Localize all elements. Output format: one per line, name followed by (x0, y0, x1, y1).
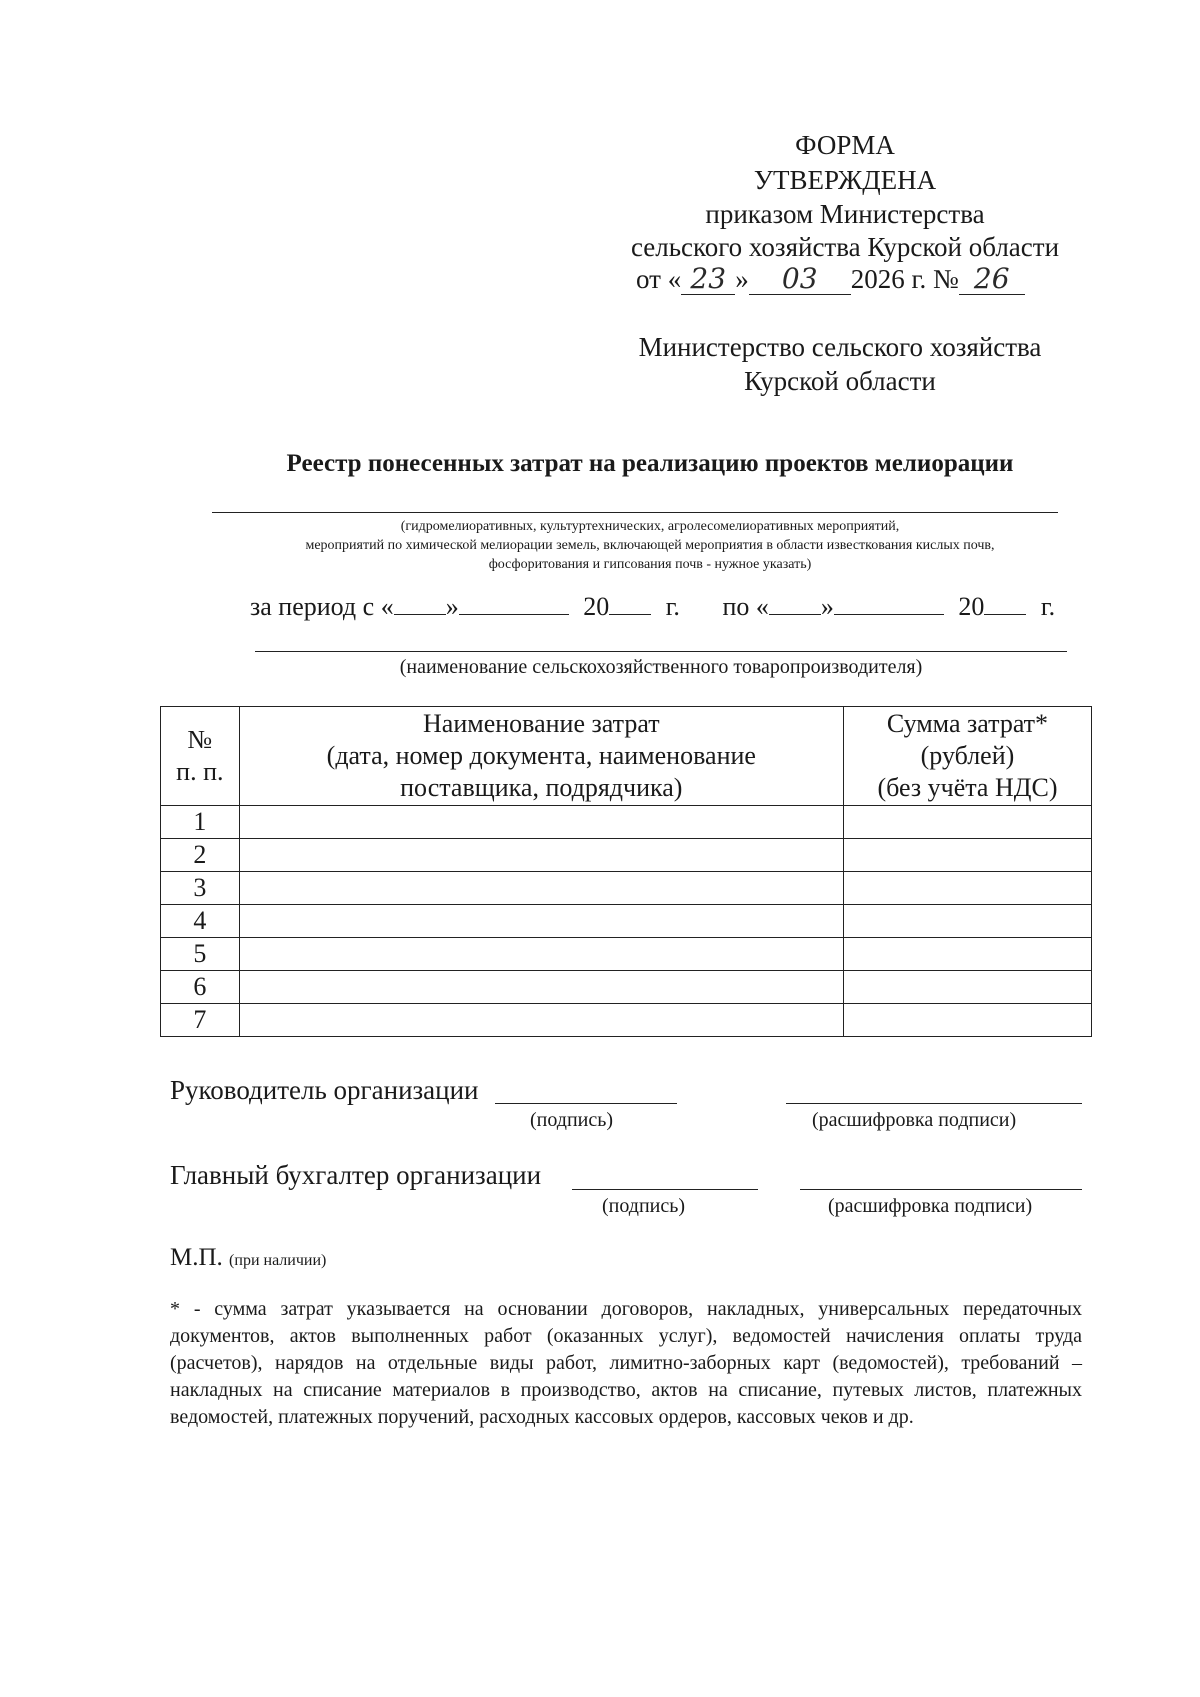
row-number-cell: 2 (161, 839, 240, 872)
accountant-signature-label: Главный бухгалтер организации (170, 1160, 542, 1190)
header-number-line-1: № (187, 725, 213, 754)
accountant-signature-caption: (подпись) (602, 1195, 686, 1217)
period-to-day-field[interactable] (769, 586, 821, 615)
table-row (161, 1004, 1092, 1037)
accountant-decoding-caption: (расшифровка подписи) (828, 1195, 1033, 1217)
head-signature-field[interactable] (495, 1103, 677, 1104)
header-cost-sum-line-2: (рублей) (920, 741, 1015, 770)
accountant-signature-field[interactable] (572, 1189, 758, 1190)
period-from-label: за период с « (250, 592, 394, 621)
row-cost-sum-cell[interactable] (843, 971, 1091, 1004)
row-cost-sum-cell[interactable] (843, 806, 1091, 839)
date-year-number-label: 2026 г. № (850, 264, 959, 294)
header-cost-name-line-2: (дата, номер документа, наименование (326, 741, 756, 770)
period-from-century: 20 (583, 592, 610, 621)
row-number-cell: 7 (161, 1004, 240, 1037)
period-from-month-field[interactable] (459, 586, 569, 615)
footnote-text: * - сумма затрат указывается на основании договоров, накладных, универсальных передаточных документов, актов выполненных работ (оказанных услуг), ведомостей начисления оплаты труда (расчетов), нарядов на отдельные виды работ, лимитно-заборных карт (ведомостей), требований – накладных на списание материалов в производство, актов на списание, путевых листов, платежных ведомостей, платежных поручений, расходных кассовых ордеров, кассовых чеков и др. (170, 1298, 1082, 1428)
header-number (161, 707, 240, 806)
row-cost-sum-cell[interactable] (843, 905, 1091, 938)
row-number-cell: 6 (161, 971, 240, 1004)
table-row (161, 872, 1092, 905)
handwritten-order-number: 26 (959, 264, 1025, 295)
head-signature-caption: (подпись) (530, 1109, 614, 1131)
period-from-year-suffix: г. (665, 592, 680, 621)
title-note-line-2: мероприятий по химической мелиорации земель, включающей мероприятия в области известкования кислых почв, (305, 538, 995, 553)
period-from-year-field[interactable] (609, 586, 651, 615)
ministry-line-2: Курской области (744, 366, 936, 396)
period-to-century: 20 (958, 592, 985, 621)
ministry-line-1: Министерство сельского хозяйства (638, 332, 1042, 362)
approval-ministry-line: сельского хозяйства Курской области (630, 232, 1060, 262)
period-from-close-quote: » (445, 592, 459, 621)
period-from-day-field[interactable] (394, 586, 446, 615)
row-number-cell: 3 (161, 872, 240, 905)
costs-register-table (160, 706, 1092, 1037)
row-cost-name-cell[interactable] (239, 839, 843, 872)
head-decoding-caption: (расшифровка подписи) (812, 1109, 1017, 1131)
approval-date-line (636, 262, 1025, 296)
stamp-label: М.П. (170, 1244, 223, 1271)
header-cost-sum (843, 707, 1091, 806)
row-number-cell: 1 (161, 806, 240, 839)
row-cost-name-cell[interactable] (239, 971, 843, 1004)
title-note-line-1: (гидромелиоративных, культуртехнических, агролесомелиоративных мероприятий, (400, 519, 900, 534)
approval-form-label: ФОРМА (795, 130, 895, 160)
header-cost-sum-line-1: Сумма затрат* (886, 709, 1049, 738)
stamp-note: (при наличии) (229, 1252, 327, 1269)
header-cost-name-line-1: Наименование затрат (423, 709, 660, 738)
title-note-line-3: фосфоритования и гипсования почв - нужное указать) (488, 557, 812, 572)
head-decoding-field[interactable] (786, 1103, 1082, 1104)
table-row (161, 839, 1092, 872)
period-to-close-quote: » (820, 592, 834, 621)
approval-approved-label: УТВЕРЖДЕНА (753, 165, 937, 195)
table-header-row (161, 707, 1092, 806)
period-line (250, 586, 1055, 622)
row-cost-sum-cell[interactable] (843, 1004, 1091, 1037)
producer-name-field[interactable] (255, 651, 1067, 652)
row-cost-name-cell[interactable] (239, 872, 843, 905)
row-cost-name-cell[interactable] (239, 938, 843, 971)
producer-caption: (наименование сельскохозяйственного товаропроизводителя) (399, 656, 923, 678)
table-row (161, 905, 1092, 938)
row-number-cell: 5 (161, 938, 240, 971)
period-to-label: по « (722, 592, 769, 621)
row-cost-sum-cell[interactable] (843, 839, 1091, 872)
header-cost-sum-line-3: (без учёта НДС) (877, 773, 1058, 802)
date-day-close: » (735, 264, 749, 294)
approval-order-line: приказом Министерства (705, 199, 985, 229)
handwritten-day: 23 (681, 264, 735, 295)
period-to-year-suffix: г. (1040, 592, 1056, 621)
table-row (161, 938, 1092, 971)
row-number-cell: 4 (161, 905, 240, 938)
document-title: Реестр понесенных затрат на реализацию проектов мелиорации (286, 450, 1014, 477)
row-cost-sum-cell[interactable] (843, 872, 1091, 905)
period-to-month-field[interactable] (834, 586, 944, 615)
period-to-year-field[interactable] (984, 586, 1026, 615)
header-cost-name (239, 707, 843, 806)
row-cost-name-cell[interactable] (239, 806, 843, 839)
header-number-line-2: п. п. (176, 757, 224, 786)
row-cost-sum-cell[interactable] (843, 938, 1091, 971)
handwritten-month: 03 (749, 264, 851, 295)
row-cost-name-cell[interactable] (239, 1004, 843, 1037)
stamp-place (170, 1244, 326, 1272)
table-row (161, 971, 1092, 1004)
row-cost-name-cell[interactable] (239, 905, 843, 938)
table-row (161, 806, 1092, 839)
head-signature-label: Руководитель организации (170, 1075, 479, 1105)
title-fill-line (212, 512, 1058, 513)
header-cost-name-line-3: поставщика, подрядчика) (400, 773, 683, 802)
date-prefix: от « (636, 264, 682, 294)
accountant-decoding-field[interactable] (800, 1189, 1082, 1190)
